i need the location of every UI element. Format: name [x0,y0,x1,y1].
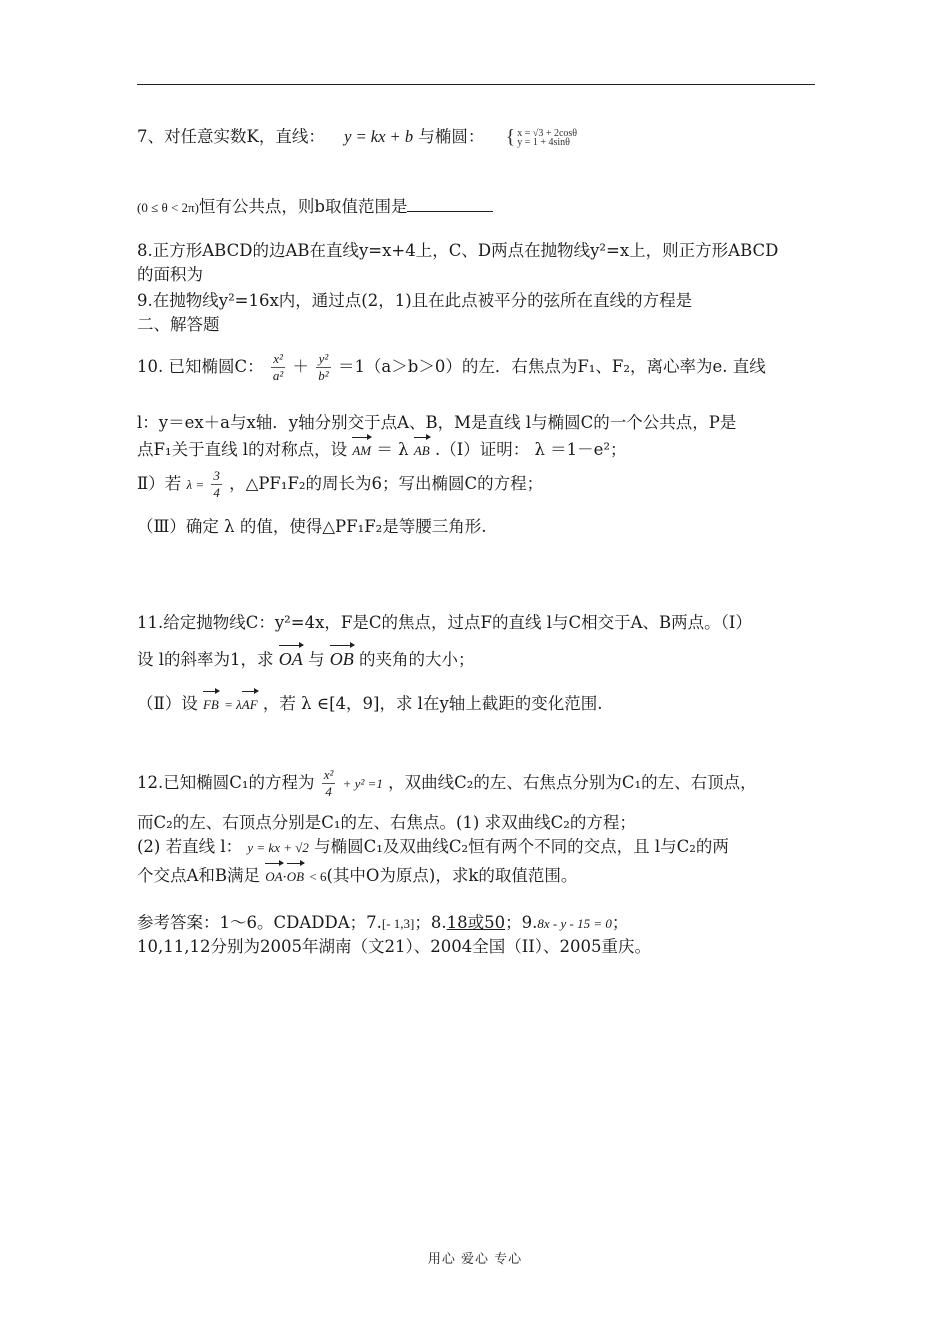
vector-oa: OA [279,642,303,670]
question-10-line-2: l：y＝ex＋a与x轴．y轴分别交于点A、B，M是直线 l与椭圆C的一个公共点，P是 [137,413,737,432]
question-12-line-1: 12.已知椭圆C₁的方程为 $\frac{\text{x²}}{4}$ + y² =1 ，双曲线C₂的左、右焦点分别为C₁的左、右顶点， [137,767,757,799]
question-10-line-5: （Ⅲ）确定 λ 的值，使得△PF₁F₂是等腰三角形. [137,517,487,536]
vector-ab: AB [414,434,430,462]
page-footer: 用心 爱心 专心 [427,1252,523,1267]
answers-line-2: 10,11,12分别为2005年湖南（文21）、2004全国（II）、2005重庆。 [137,937,651,956]
fraction-3-4: $\frac{3}{4}$ [213,468,220,500]
question-10-line-4: Ⅱ）若 λ = $\frac{3}{4}$ ，△PF₁F₂的周长为6；写出椭圆C的方程； [137,468,544,500]
vector-af: AF [242,688,258,716]
fraction-x2-a2: $\frac{\text{x²}}{\text{a²}}$ [272,351,284,383]
question-9: 9.在抛物线y²=16x内，通过点(2，1)且在此点被平分的弦所在直线的方程是 [137,291,693,310]
question-12-line-4: 个交点A和B满足 OA·OB < 6(其中O为原点)，求k的取值范围。 [137,860,577,889]
answer-9: 8x - y - 15 = 0 [537,916,612,931]
line-equation: y = kx + b [344,127,414,146]
vector-oa-2: OA [265,860,282,888]
question-11-line-1: 11.给定抛物线C：y²=4x，F是C的焦点，过点F的直线 l与C相交于A、B两点。（Ⅰ） [137,613,752,632]
answers-line-1: 参考答案：1～6。CDADDA；7.[- 1,3]；8.18或50；9.8x - y - 15 = 0； [137,913,629,932]
vector-ob-2: OB [287,860,304,888]
answer-8: 18或50 [446,913,506,932]
section-heading: 二、解答题 [137,315,220,334]
header-rule [137,84,815,85]
question-11-line-3: （Ⅱ）设 FB = λAF ，若 λ ∈[4，9]，求 l在y轴上截距的变化范围. [137,688,603,716]
question-10-line-1: 10. 已知椭圆C： $\frac{\text{x²}}{\text{a²}}$ ＋ $\frac{\text{y²}}{\text{b²}}$ ＝1（a＞b＞0）的左．右焦点为F₁、F₂，离心率为e. 直线 [137,351,766,383]
question-12-line-2: 而C₂的左、右顶点分别是C₁的左、右焦点。(1) 求双曲线C₂的方程； [137,813,636,832]
vector-fb: FB [203,688,219,716]
question-8-line-2: 的面积为 [137,265,203,284]
vector-am: AM [352,434,371,462]
ellipse-parametric-system: { x = √3 + 2cosθ y = 1 + 4sinθ [505,126,578,148]
question-10-line-3: 点F₁关于直线 l的对称点，设 AM ＝ λ AB .（Ⅰ）证明： λ ＝1－e²； [137,434,627,462]
fraction-y2-b2: $\frac{\text{y²}}{\text{b²}}$ [318,351,329,383]
question-12-line-3: (2) 若直线 l： y = kx + √2 与椭圆C₁及双曲线C₂恒有两个不同的交点，且 l与C₂的两 [137,837,729,856]
answer-blank [407,197,493,212]
fraction-x2-4: $\frac{\text{x²}}{4}$ [323,767,334,799]
question-8-line-1: 8.正方形ABCD的边AB在直线y=x+4上，C、D两点在抛物线y²=x上，则正方形ABCD [137,241,779,260]
vector-ob: OB [330,642,354,670]
question-7-line-2: (0 ≤ θ < 2π)恒有公共点，则b取值范围是 [137,196,493,219]
question-11-line-2: 设 l的斜率为1，求 OA 与 OB 的夹角的大小； [137,642,475,671]
question-7-line-1: 7、对任意实数K，直线： y = kx + b 与椭圆： { x = √3 + 2cosθ y = 1 + 4sinθ [137,126,578,148]
